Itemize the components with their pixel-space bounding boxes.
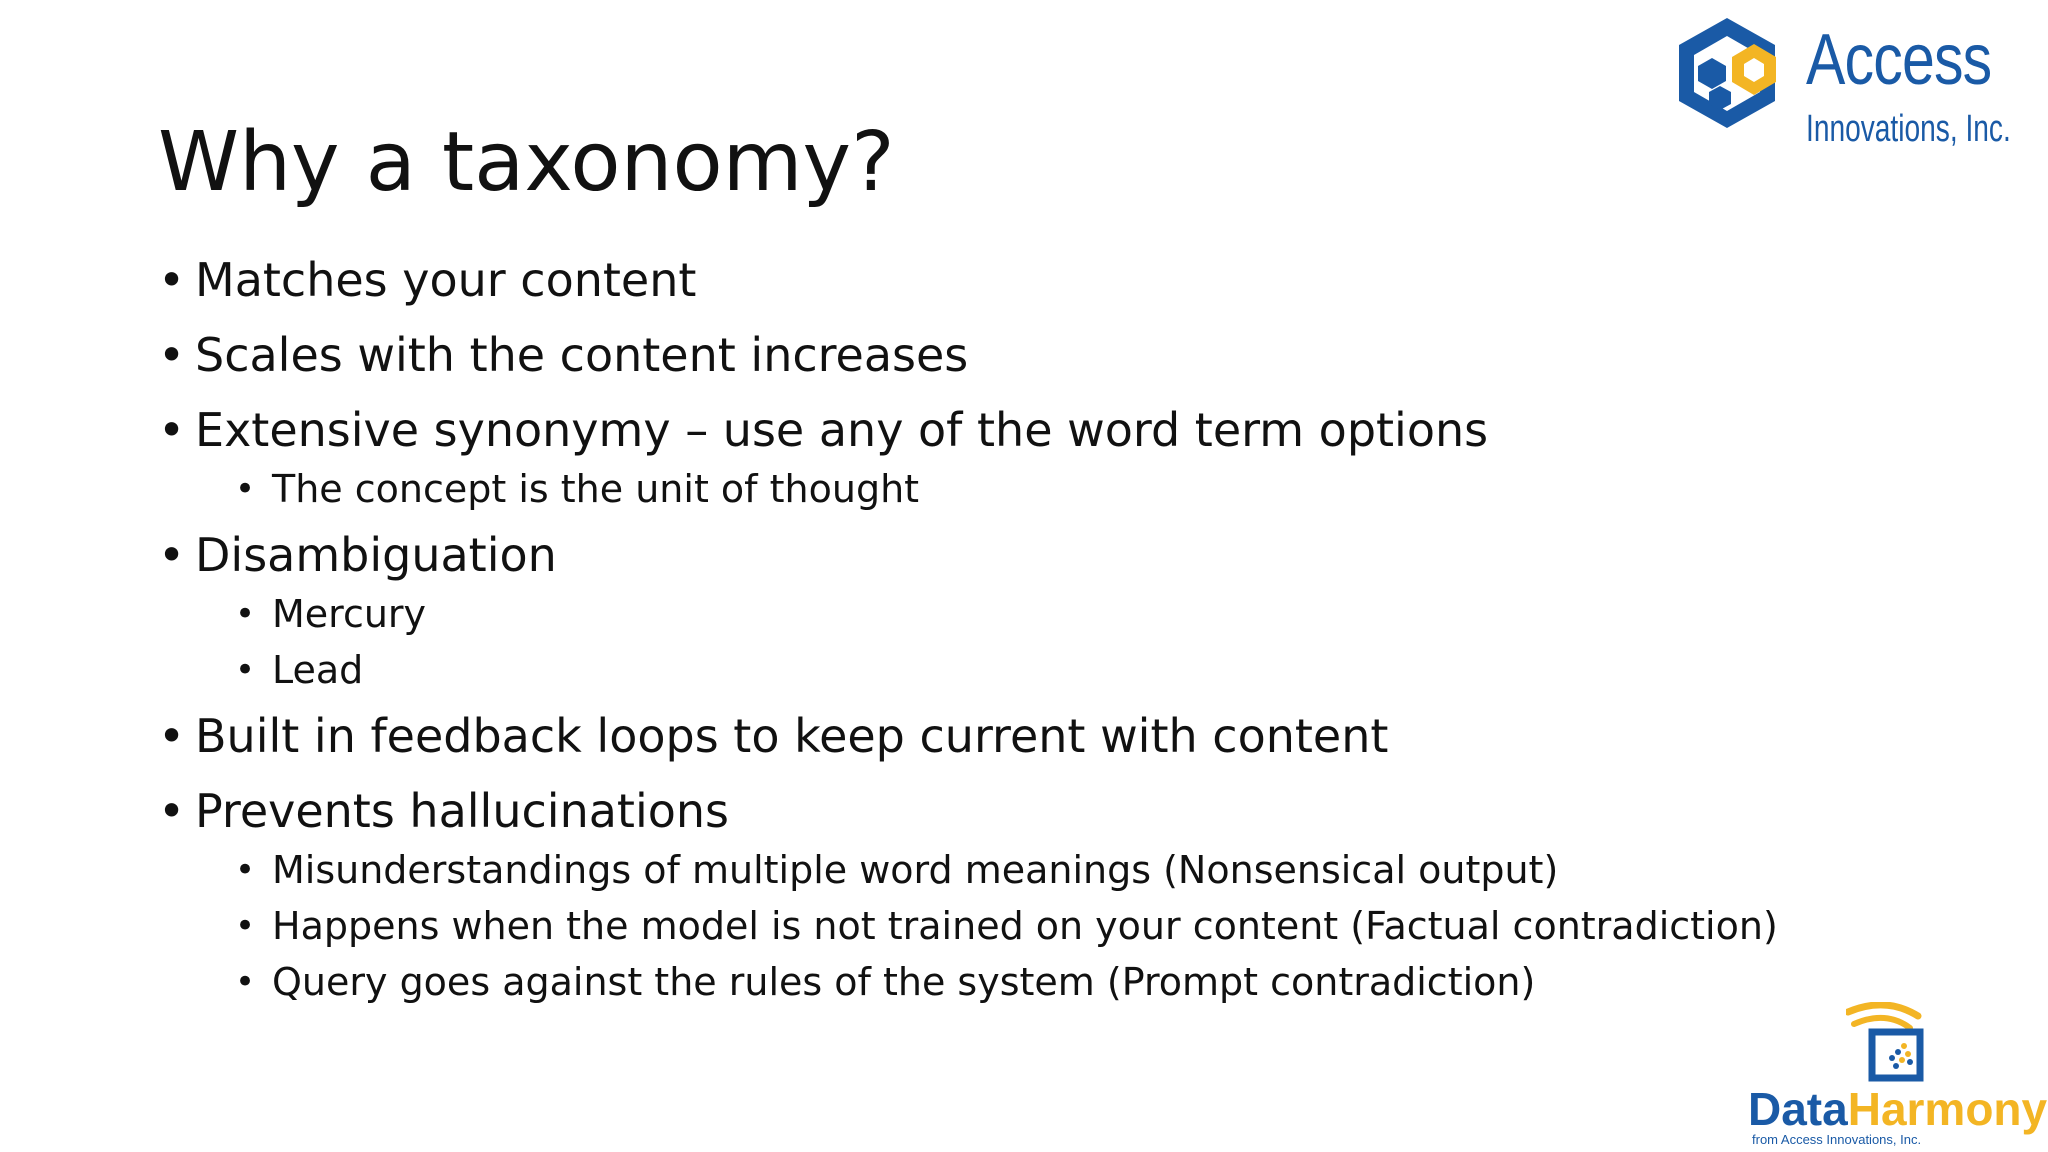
sub-bullet-item: • Misunderstandings of multiple word meanings (Nonsensical output) bbox=[235, 846, 1858, 894]
access-innovations-logo bbox=[1672, 14, 2022, 156]
bullet-item: • Extensive synonymy – use any of the word term options bbox=[158, 402, 1858, 458]
bullet-item: • Scales with the content increases bbox=[158, 327, 1858, 383]
access-logo-tagline: Innovations, Inc. bbox=[1806, 108, 2011, 150]
access-logo-wordmark: Access bbox=[1806, 20, 1992, 100]
bullet-list bbox=[158, 252, 1858, 1014]
bullet-item: • Built in feedback loops to keep current with content bbox=[158, 708, 1858, 764]
sub-bullet-item: • The concept is the unit of thought bbox=[235, 465, 1858, 513]
sub-bullet-item: • Lead bbox=[235, 646, 1858, 694]
dataharmony-tagline: from Access Innovations, Inc. bbox=[1752, 1132, 1922, 1147]
bullet-item: • Disambiguation bbox=[158, 527, 1858, 583]
dataharmony-word-harmony: Harmony bbox=[1847, 1083, 2048, 1135]
sub-bullet-item: • Query goes against the rules of the system (Prompt contradiction) bbox=[235, 958, 1858, 1006]
dataharmony-logo bbox=[1748, 996, 2048, 1146]
bullet-item: • Matches your content bbox=[158, 252, 1858, 308]
hexagon-logo-icon bbox=[1672, 14, 1792, 144]
dataharmony-logo-icon bbox=[1846, 1002, 1942, 1086]
dataharmony-wordmark bbox=[1748, 1083, 2048, 1135]
dataharmony-word-data: Data bbox=[1748, 1083, 1848, 1135]
bullet-item: • Prevents hallucinations bbox=[158, 783, 1858, 839]
slide-title: Why a taxonomy? bbox=[158, 115, 895, 210]
sub-bullet-item: • Happens when the model is not trained on your content (Factual contradiction) bbox=[235, 902, 1858, 950]
sub-bullet-item: • Mercury bbox=[235, 590, 1858, 638]
